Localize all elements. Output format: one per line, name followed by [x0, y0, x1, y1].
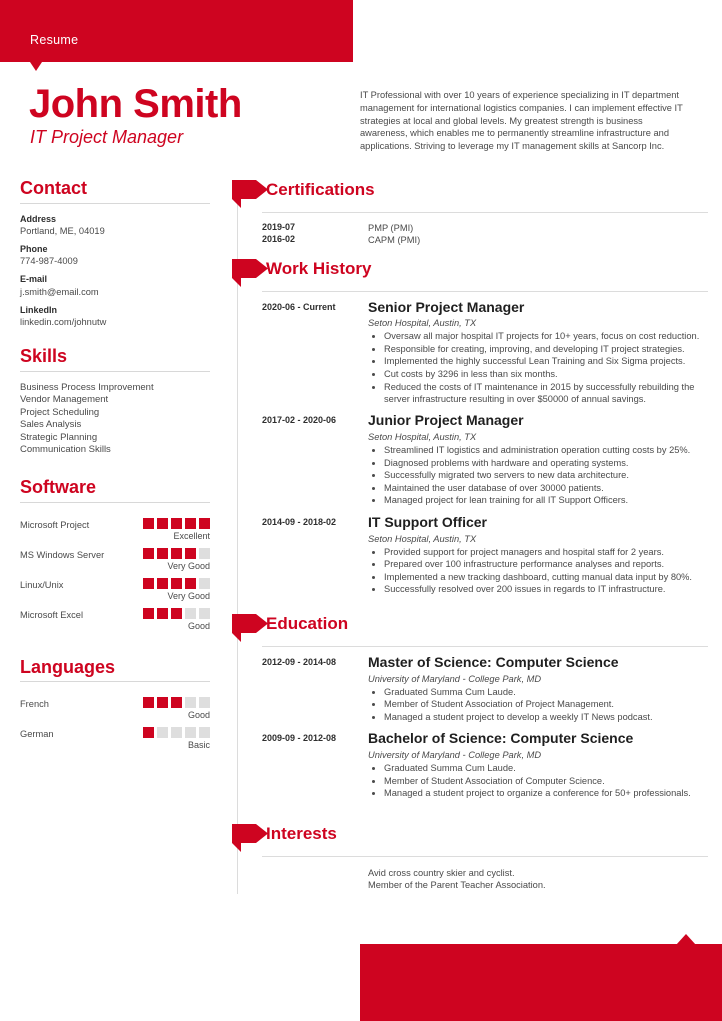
rating-square: [171, 727, 182, 738]
entry-body: [368, 413, 708, 507]
entry-organization: Seton Hospital, Austin, TX: [368, 533, 477, 544]
job-title: IT Project Manager: [30, 127, 184, 147]
interest-line: Avid cross country skier and cyclist.: [368, 867, 515, 878]
entry-date: 2017-02 - 2020-06: [262, 415, 337, 426]
rating-square: [157, 727, 168, 738]
contact-value: linkedin.com/johnutw: [20, 316, 107, 327]
languages-section-title: Languages: [20, 656, 116, 677]
education-header: [228, 612, 722, 646]
rating-level: Very Good: [167, 560, 210, 571]
contact-label: Address: [20, 213, 57, 224]
rating-row: [20, 692, 218, 722]
entry-date: 2009-09 - 2012-08: [262, 733, 337, 744]
main-content: [228, 178, 722, 892]
page-title: John Smith: [29, 82, 242, 126]
entry-bullet: • Successfully resolved over 200 issues in regards to IT infrastructure.: [384, 583, 708, 595]
rating-squares: [143, 608, 210, 619]
entry-bullet: • Implemented a new tracking dashboard, cutting manual data input by 80%.: [384, 571, 708, 583]
contact-item: [20, 274, 210, 297]
entry-bullet: • Maintained the user database of over 30000 patients.: [384, 482, 708, 494]
rating-label: Microsoft Excel: [20, 609, 84, 620]
entry-bullet-list: [368, 444, 708, 506]
entry-body: [368, 655, 708, 723]
rating-square: [143, 578, 154, 589]
section-flag-icon: [232, 824, 268, 852]
header-banner: [0, 0, 353, 62]
entry-bullet: • Managed a student project to develop a weekly IT News podcast.: [384, 711, 708, 723]
entry-title: Junior Project Manager: [368, 412, 524, 429]
rating-level: Basic: [187, 740, 210, 751]
work-history-entries: [228, 300, 722, 596]
skills-section: [0, 346, 228, 457]
work-history-section: [228, 257, 722, 596]
rating-square: [199, 697, 210, 708]
rating-square: [199, 518, 210, 529]
entry-body: [368, 300, 708, 406]
header-notch-triangle: [30, 62, 42, 71]
languages-rating-list: [0, 692, 228, 752]
entry-body: [368, 515, 708, 596]
skill-item: Project Scheduling: [20, 406, 100, 418]
section-flag-icon: [232, 180, 268, 208]
rating-square: [157, 608, 168, 619]
divider: [262, 856, 708, 857]
rating-square: [143, 608, 154, 619]
contact-list: [20, 214, 210, 328]
rating-square: [199, 727, 210, 738]
document-type-label: Resume: [30, 33, 79, 47]
certification-date: 2019-07: [262, 222, 296, 232]
rating-squares: [143, 548, 210, 559]
rating-row: [20, 722, 218, 752]
entry-bullet: • Streamlined IT logistics and administration operation cutting costs by 25%.: [384, 444, 708, 456]
rating-squares: [143, 518, 210, 529]
rating-label: French: [20, 699, 49, 710]
certification-name: CAPM (PMI): [368, 235, 421, 246]
rating-square: [143, 697, 154, 708]
rating-square: [157, 518, 168, 529]
entry-organization: Seton Hospital, Austin, TX: [368, 431, 477, 442]
contact-label: E-mail: [20, 274, 48, 285]
divider: [20, 371, 210, 372]
rating-squares: [143, 697, 210, 708]
entry-date: 2014-09 - 2018-02: [262, 516, 337, 527]
sidebar: [0, 178, 228, 756]
rating-square: [185, 578, 196, 589]
entry: [262, 413, 708, 507]
education-title: Education: [266, 613, 349, 633]
contact-item: [20, 305, 210, 328]
rating-level: Very Good: [167, 590, 210, 601]
rating-label: Linux/Unix: [20, 579, 64, 590]
entry-title: Master of Science: Computer Science: [368, 653, 619, 670]
rating-square: [185, 518, 196, 529]
contact-label: LinkedIn: [20, 304, 58, 315]
rating-label: MS Windows Server: [20, 549, 105, 560]
entry-title: Bachelor of Science: Computer Science: [368, 730, 634, 747]
entry-bullet: • Oversaw all major hospital IT projects for 10+ years, focus on cost reduction.: [384, 330, 708, 342]
entry-bullet: • Implemented the highly successful Lean Training and Six Sigma projects.: [384, 355, 708, 367]
rating-squares: [143, 727, 210, 738]
certifications-table: [262, 222, 708, 247]
skill-item: Communication Skills: [20, 444, 111, 456]
skill-item: Business Process Improvement: [20, 381, 154, 393]
rating-square: [185, 727, 196, 738]
education-entries: [228, 655, 722, 800]
certifications-section: [228, 178, 722, 247]
rating-squares: [143, 578, 210, 589]
entry-title: Senior Project Manager: [368, 298, 525, 315]
divider: [20, 502, 210, 503]
certification-name: PMP (PMI): [368, 223, 414, 233]
contact-value: Portland, ME, 04019: [20, 225, 105, 236]
rating-square: [171, 548, 182, 559]
rating-row: [20, 543, 218, 573]
divider: [262, 291, 708, 292]
software-section: [0, 477, 228, 633]
entry-date: 2020-06 - Current: [262, 301, 336, 312]
rating-label: Microsoft Project: [20, 519, 90, 530]
skills-section-title: Skills: [20, 346, 68, 366]
entry-bullet: • Successfully migrated two servers to new data architecture.: [384, 469, 708, 481]
entry-bullet: • Graduated Summa Cum Laude.: [384, 762, 708, 774]
entry-bullet: • Member of Student Association of Computer Science.: [384, 775, 708, 787]
entry-bullet: • Reduced the costs of IT maintenance in 2015 by successfully rebuilding the server infrastructure resulting in over $50000 of annual savings.: [384, 381, 708, 405]
rating-square: [171, 518, 182, 529]
rating-square: [185, 548, 196, 559]
rating-row: [20, 603, 218, 633]
skills-list: [20, 382, 210, 457]
contact-label: Phone: [20, 244, 48, 255]
entry: [262, 515, 708, 596]
contact-value: j.smith@email.com: [20, 286, 99, 297]
entry-bullet-list: [368, 546, 708, 596]
entry-organization: University of Maryland - College Park, MD: [368, 673, 542, 684]
education-section: [228, 612, 722, 800]
rating-square: [199, 608, 210, 619]
interest-line: Member of the Parent Teacher Association.: [368, 880, 546, 891]
rating-square: [143, 518, 154, 529]
work-history-header: [228, 257, 722, 291]
rating-level: Good: [187, 710, 210, 721]
certification-dates: [262, 222, 368, 247]
contact-value: 774-987-4009: [20, 256, 78, 267]
work-history-title: Work History: [266, 258, 372, 278]
entry-bullet: • Provided support for project managers and hospital staff for 2 years.: [384, 546, 708, 558]
rating-level: Good: [187, 620, 210, 631]
footer-banner: [360, 944, 722, 1021]
certification-names: [368, 222, 420, 247]
rating-level: Excellent: [173, 530, 210, 541]
interests-header: [228, 822, 722, 856]
entry-bullet: • Member of Student Association of Project Management.: [384, 698, 708, 710]
contact-section: [0, 178, 228, 328]
rating-square: [143, 548, 154, 559]
professional-summary: IT Professional with over 10 years of experience specializing in IT department management for international logistics companies. I can implement effective IT strategies at local and global levels. My greatest strength is business awareness, which enables me to permanently streamline infrastructure and applications. Striving to leverage my IT management skills at Sancorp Inc.: [360, 90, 683, 152]
contact-item: [20, 214, 210, 237]
interests-section: [228, 822, 722, 892]
divider: [262, 646, 708, 647]
section-flag-icon: [232, 259, 268, 287]
languages-section: [0, 657, 228, 753]
entry-bullet: • Managed project for lean training for all IT Support Officers.: [384, 494, 708, 506]
entry-bullet-list: [368, 762, 708, 799]
entry-date: 2012-09 - 2014-08: [262, 656, 337, 667]
rating-square: [171, 608, 182, 619]
section-flag-icon: [232, 614, 268, 642]
certifications-header: [228, 178, 722, 212]
software-section-title: Software: [20, 476, 97, 497]
rating-square: [157, 697, 168, 708]
rating-row: [20, 573, 218, 603]
entry-bullet-list: [368, 330, 708, 404]
rating-square: [185, 608, 196, 619]
rating-square: [199, 578, 210, 589]
entry-bullet: • Diagnosed problems with hardware and operating systems.: [384, 457, 708, 469]
skill-item: Vendor Management: [20, 394, 109, 406]
certifications-title: Certifications: [266, 180, 375, 199]
entry-body: [368, 731, 708, 799]
rating-row: [20, 513, 218, 543]
entry-bullet-list: [368, 686, 708, 723]
rating-square: [199, 548, 210, 559]
divider: [20, 681, 210, 682]
interests-text: [368, 867, 708, 892]
skill-item: Strategic Planning: [20, 431, 98, 443]
rating-square: [171, 578, 182, 589]
footer-notch-triangle: [676, 934, 696, 945]
entry-bullet: • Cut costs by 3296 in less than six months.: [384, 368, 708, 380]
skill-item: Sales Analysis: [20, 419, 82, 431]
entry-bullet: • Graduated Summa Cum Laude.: [384, 686, 708, 698]
entry: [262, 655, 708, 723]
entry: [262, 300, 708, 406]
divider: [262, 212, 708, 213]
contact-item: [20, 244, 210, 267]
certification-date: 2016-02: [262, 233, 296, 244]
contact-section-title: Contact: [20, 178, 87, 198]
entry-title: IT Support Officer: [368, 513, 487, 530]
entry-organization: University of Maryland - College Park, MD: [368, 750, 542, 761]
rating-square: [185, 697, 196, 708]
rating-square: [157, 578, 168, 589]
divider: [20, 203, 210, 204]
entry: [262, 731, 708, 799]
software-rating-list: [0, 513, 228, 633]
entry-bullet: • Managed a student project to organize a conference for 50+ professionals.: [384, 787, 708, 799]
rating-square: [171, 697, 182, 708]
interests-title: Interests: [266, 823, 337, 843]
entry-bullet: • Prepared over 100 infrastructure performance analyses and reports.: [384, 558, 708, 570]
rating-square: [157, 548, 168, 559]
rating-label: German: [20, 729, 54, 740]
entry-organization: Seton Hospital, Austin, TX: [368, 318, 477, 329]
entry-bullet: • Responsible for creating, improving, and developing IT project strategies.: [384, 343, 708, 355]
rating-square: [143, 727, 154, 738]
